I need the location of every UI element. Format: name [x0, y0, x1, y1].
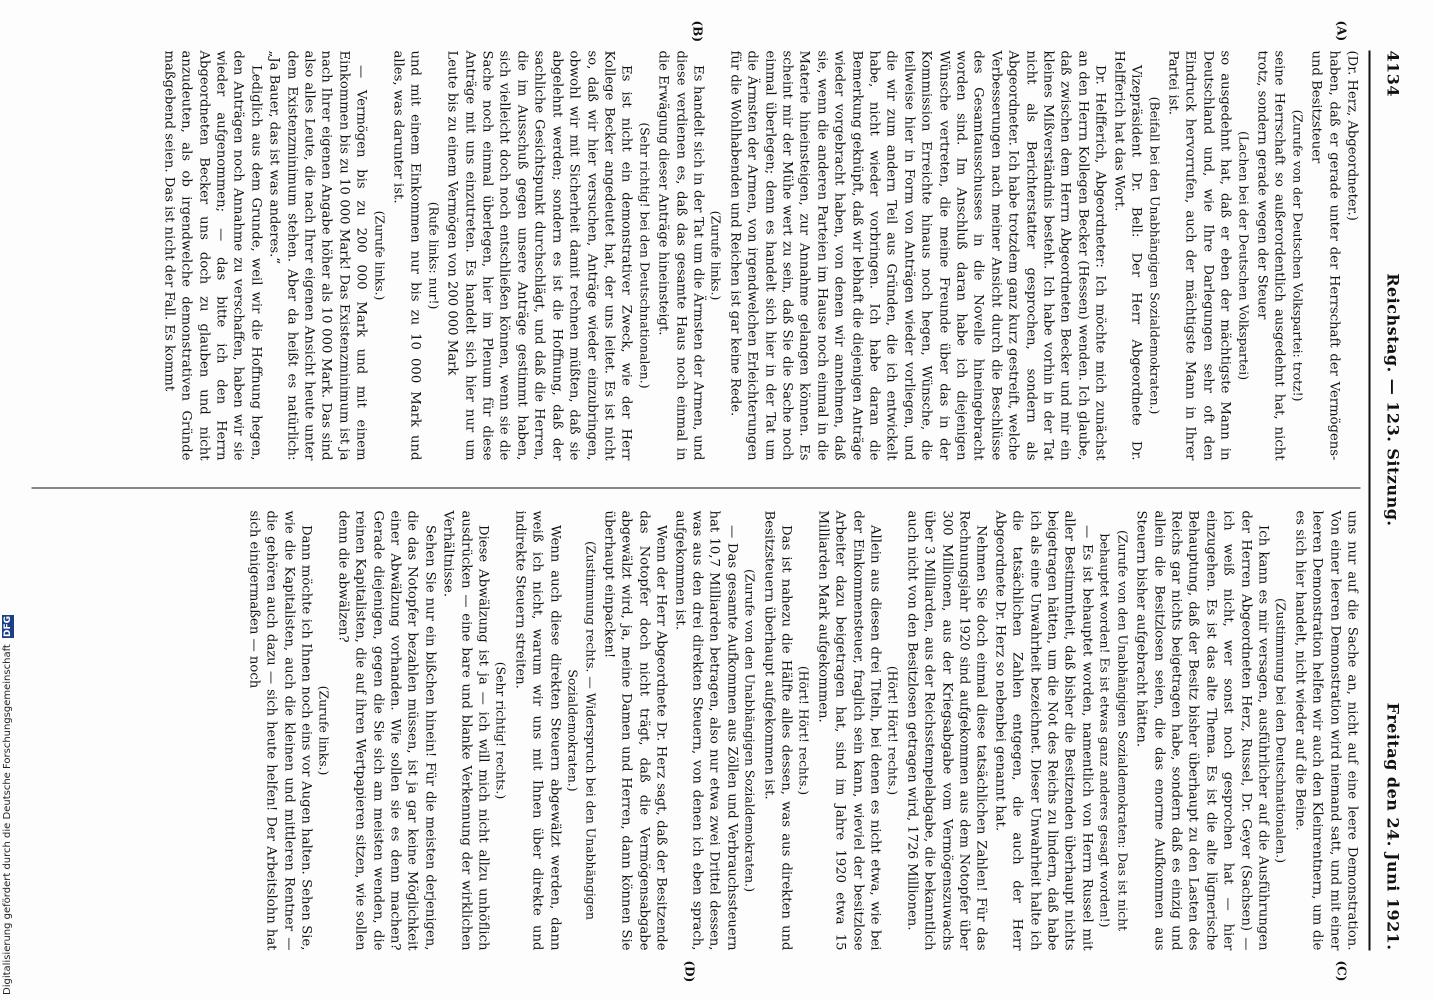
page-header: [1373, 51, 1403, 951]
left-column: [32, 51, 1361, 461]
right-column-paragraph: uns nur auf die Sache an, nicht auf eine leere Demonstration. Von einer leeren Demonstration wird niemand satt, und mit einer leeren Demonstration helfen wir auch den Kleinrentnern, um die es sich hier handelt, nicht wieder auf die Beine.: [1292, 510, 1360, 951]
left-column-interjection: (Lachen bei der Deutschen Volkspartei): [1236, 130, 1252, 381]
left-column-paragraph: Lediglich aus dem Grunde, weil wir die Hoffnung hegen, den Anträgen noch Annahme zu verschaffen, haben wir sie wieder aufgenommen; — das bitte ich den Herrn Abgeordneten Becker uns doch zu glauben und nicht anzudeuten, als ob irgendwelche demonstrativen Gründe maßgebend seien. Das ist nicht der Fall. Es kommt: [161, 50, 264, 461]
right-column-interjection: (Sehr richtig! rechts.): [494, 661, 509, 800]
left-column-interjection: (Zurufe links.): [708, 210, 724, 301]
right-column-interjection: (Zurufe von den Unabhängigen Sozialdemokraten.): [742, 568, 758, 893]
left-column-interjection: (Zurufe links.): [372, 210, 388, 301]
right-column-interjection: (Zurufe von den Unabhängigen Sozialdemokraten: Das ist nicht behauptet worden! Es ist etwas ganz anderes gesagt worden!): [1097, 529, 1131, 932]
right-column-interjection: (Zurufe links.): [316, 685, 332, 776]
right-column-paragraph: Dann möchte ich Ihnen noch eins vor Augen halten. Sehen Sie, wie die Kapitalisten, auch die kleinen und mittleren Rentner — die gehören auch dazu — sich heute helfen! Der Arbeitslohn hat sich einigermaßen — noch: [246, 510, 314, 951]
left-column-paragraph: Dr. Helfferich, Abgeordneter: Ich möchte mich zunächst an den Herrn Kollegen Becker (Hessen) wenden. Ich glaube, daß zwischen dem Herrn Abgeordneten Becker und mir ein kleines Mißverständnis besteht. Ich habe vorhin in der Tat nicht als Berichterstatter gesprochen, sondern als Abgeordneter. Ich habe trotzdem ganz kurz gestreift, welche Verbesserungen nach meiner Ansicht durch die Beschlüsse des Gesamtausschusses in die Novelle hineingebracht worden sind. Im Anschluß daran habe ich diejenigen Wünsche vertreten, die meine Freunde über das in der Kommission Erreichte hinaus noch hegen, Wünsche, die teilweise hier in Form von Anträgen wieder vorliegen, und die wir zum andern Teil aus Gründen, die ich entwickelt habe, nicht wieder vorbringen. Ich habe daran die Bemerkung geknüpft, daß wir lebhaft die diejenigen Anträge wieder vorgebracht haben, von denen wir annehmen, daß sie, wenn die anderen Parteien im Hause noch einmal in die Materie hineinsteigen, zur Annahme gelangen können. Es scheint mir der Mühe wert zu sein, daß Sie die Sache noch einmal überlegen; denn es handelt sich hier in der Tat um die Ärmsten der Armen, von irgendwelchen Erleichterungen für die Wohlhabenden und Reichen ist gar keine Rede.: [727, 50, 1108, 461]
page-title: Reichstag. — 123. Sitzung.: [1383, 273, 1403, 527]
left-column-interjection: (Beifall bei den Unabhängigen Sozialdemokraten.): [1147, 96, 1163, 415]
left-column-paragraph: Es handelt sich in der Tat um die Ärmsten der Armen, und diese verdienen es, daß das gesamte Haus noch einmal in die Erwägung dieser Anträge hineinsteigt.: [655, 50, 706, 461]
right-column-paragraph: Sehen Sie nur ein bißchen hinein! Für die meisten derjenigen, die das Notopfer bezahlen müssen, ist ja gar keine Möglichkeit einer Abwälzung vorhanden. Wie sollen sie es denn machen? Gerade diejenigen, gegen die Sie sich am meisten wenden, die reinen Kapitalisten, die auf ihren Wertpapieren sitzen, wie sollen denn die abwälzen?: [335, 510, 438, 951]
right-column-paragraph: Allein aus diesen drei Titeln, bei denen es nicht etwa, wie bei der Einkommensteuer, fraglich sein kann, wieviel der besitzlose Arbeiter dazu beigetragen hat, sind im Jahre 1920 etwa 15 Milliarden Mark aufgekommen.: [815, 510, 883, 951]
left-column-paragraph: Es ist nicht ein demonstrativer Zweck, wie der Herr Kollege Becker angedeutet hat, der uns leitet. Es ist nicht so, daß wir hier versuchen, Anträge wieder einzubringen, obwohl wir mit Sicherheit damit rechnen müßten, daß sie abgelehnt werden; sondern es ist die Hoffnung, daß der sachliche Gesichtspunkt durchschlägt, und daß die Herren, die im Ausschuß gegen unsere Anträge gestimmt haben, sich vielleicht doch noch entschließen können, wenn sie die Sache noch einmal überlegen, hier im Plenum für diese Anträge mit uns einzutreten. Es handelt sich hier nur um Leute bis zu einem Vermögen von 200 000 Mark: [444, 50, 634, 461]
margin-letter-a: (A): [1334, 20, 1349, 42]
left-column-paragraph: (Dr. Herz, Abgeordneter.): [1344, 50, 1360, 221]
left-column-interjection: (Rufe links: nur!): [426, 201, 442, 310]
digitization-note-text: Digitalisierung gefördert durch die Deutsche Forschungsgemeinschaft: [2, 644, 13, 995]
right-column-interjection: (Hört! Hört! rechts.): [885, 665, 901, 796]
header-rule: [1369, 51, 1371, 951]
document-page: [20, 11, 1415, 991]
right-column-paragraph: — Es ist behauptet worden, namentlich von Herrn Russel mit aller Bestimmtheit, daß bisher die Besitzenden überhaupt nichts beigetragen hätten, um die Not des Reichs zu lindern, daß habe ich als eine Unwahrheit bezeichnet. Dieser Unwahrheit halte ich die tatsächlichen Zahlen entgegen, die auch der Herr Abgeordnete Dr. Herz so nebenbei genannt hat.: [992, 510, 1095, 951]
right-column-paragraph: Nehmen Sie doch einmal diese tatsächlichen Zahlen! Für das Rechnungsjahr 1920 sind aufgekommen aus dem Notopfer über 300 Millionen, aus der Kriegsabgabe vom Vermögenszuwachs über 3 Milliarden, aus der Reichsstempelabgabe, die bekanntlich auch nicht von den Besitzlosen getragen wird, 1726 Millionen.: [904, 510, 989, 951]
column-divider: [32, 488, 1361, 489]
margin-letter-c: (C): [1334, 960, 1349, 982]
right-column-paragraph: Das ist nahezu die Hälfte alles dessen, was aus direkten und Besitzsteuern überhaupt aufgekommen ist.: [761, 510, 794, 951]
left-column-paragraph: haben, daß er gerade unter der Herrschaft der Vermögens- und Besitzsteuer: [1308, 50, 1342, 461]
right-column: [32, 511, 1361, 951]
left-column-interjection: (Sehr richtig! bei den Deutschnationalen.): [637, 122, 653, 389]
left-column-interjection: (Zurufe von der Deutschen Volkspartei: trotz!): [1290, 109, 1306, 402]
left-column-paragraph: — Vermögen bis zu 200 000 Mark und mit einem Einkommen bis zu 10 000 Mark! Das Existenzminimum ist ja nach Ihrer eigenen Angabe höher als 10 000 Mark. Das sind also alles Leute, die nach Ihrer eigenen Ansicht heute unter dem Existenzminimum stehen. Aber da heißt es natürlich: „Ja Bauer, das ist was anderes.“: [266, 50, 369, 461]
right-column-paragraph: Wenn der Herr Abgeordnete Dr. Herz sagt, daß der Besitzende das Notopfer doch nicht trägt, daß die Vermögensabgabe abgewälzt wird, ja, meine Damen und Herren, dann können Sie überhaupt einpacken!: [601, 510, 669, 951]
left-column-paragraph: Vizepräsident Dr. Bell: Der Herr Abgeordnete Dr. Helfferich hat das Wort.: [1111, 50, 1144, 461]
right-column-paragraph: Ich kann es mir versagen, ausführlicher auf die Ausführungen der Herren Abgeordneten Herz, Russel, Dr. Geyer (Sachsen) — ich weiß nicht, wer sonst noch gesprochen hat — hier einzugehen. Es ist das alte Thema. Es ist die alte lügnerische Behauptung, daß der Besitz bisher überhaupt zu den Lasten des Reichs gar nichts beigetragen habe, sondern daß es einzig und allein die Besitzlosen seien, die das enorme Aufkommen aus Steuern bisher aufgebracht hätten.: [1133, 510, 1271, 951]
margin-letter-b: (B): [690, 20, 705, 42]
left-column-paragraph: so ausgedehnt hat, daß er eben der mächtigste Mann in Deutschland und, wie Ihre Darlegungen sehr oft den Eindruck hervorrufen, auch der mächtigste Mann in Ihrer Partei ist.: [1165, 50, 1233, 461]
digitization-note: [2, 600, 16, 995]
page-number: 4134: [1383, 50, 1403, 98]
right-column-paragraph: Diese Abwälzung ist ja — ich will mich nicht allzu unhöflich ausdrücken — eine bare und blanke Verkennung der wirklichen Verhältnisse.: [440, 510, 491, 951]
right-column-interjection: (Zustimmung rechts. — Widerspruch bei den Unabhängigen Sozialdemokraten.): [565, 540, 599, 921]
right-column-interjection: (Hört! Hört! rechts.): [796, 665, 812, 796]
right-column-interjection: (Zustimmung bei den Deutschnationalen.): [1273, 597, 1289, 864]
margin-letter-d: (D): [682, 960, 697, 983]
right-column-paragraph: — Das gesamte Aufkommen aus Zöllen und Verbrauchssteuern hat 10,7 Milliarden betragen, also nur etwa zwei Drittel dessen, was aus den drei direkten Steuern, von denen ich eben sprach, aufgekommen ist.: [672, 510, 740, 951]
right-column-paragraph: Wenn auch diese direkten Steuern abgewälzt werden, dann weiß ich nicht, warum wir uns mit Ihnen über direkte und indirekte Steuern streiten.: [512, 510, 563, 951]
dfg-logo: DFG: [3, 615, 13, 637]
left-column-paragraph: und mit einem Einkommen nur bis zu 10 000 Mark und alles, was darunter ist.: [390, 50, 423, 461]
left-column-paragraph: seine Herrschaft so außerordentlich ausgedehnt hat, nicht trotz, sondern gerade wegen der Steuer: [1254, 50, 1287, 461]
page-date: Freitag den 24. Juni 1921.: [1383, 702, 1403, 951]
